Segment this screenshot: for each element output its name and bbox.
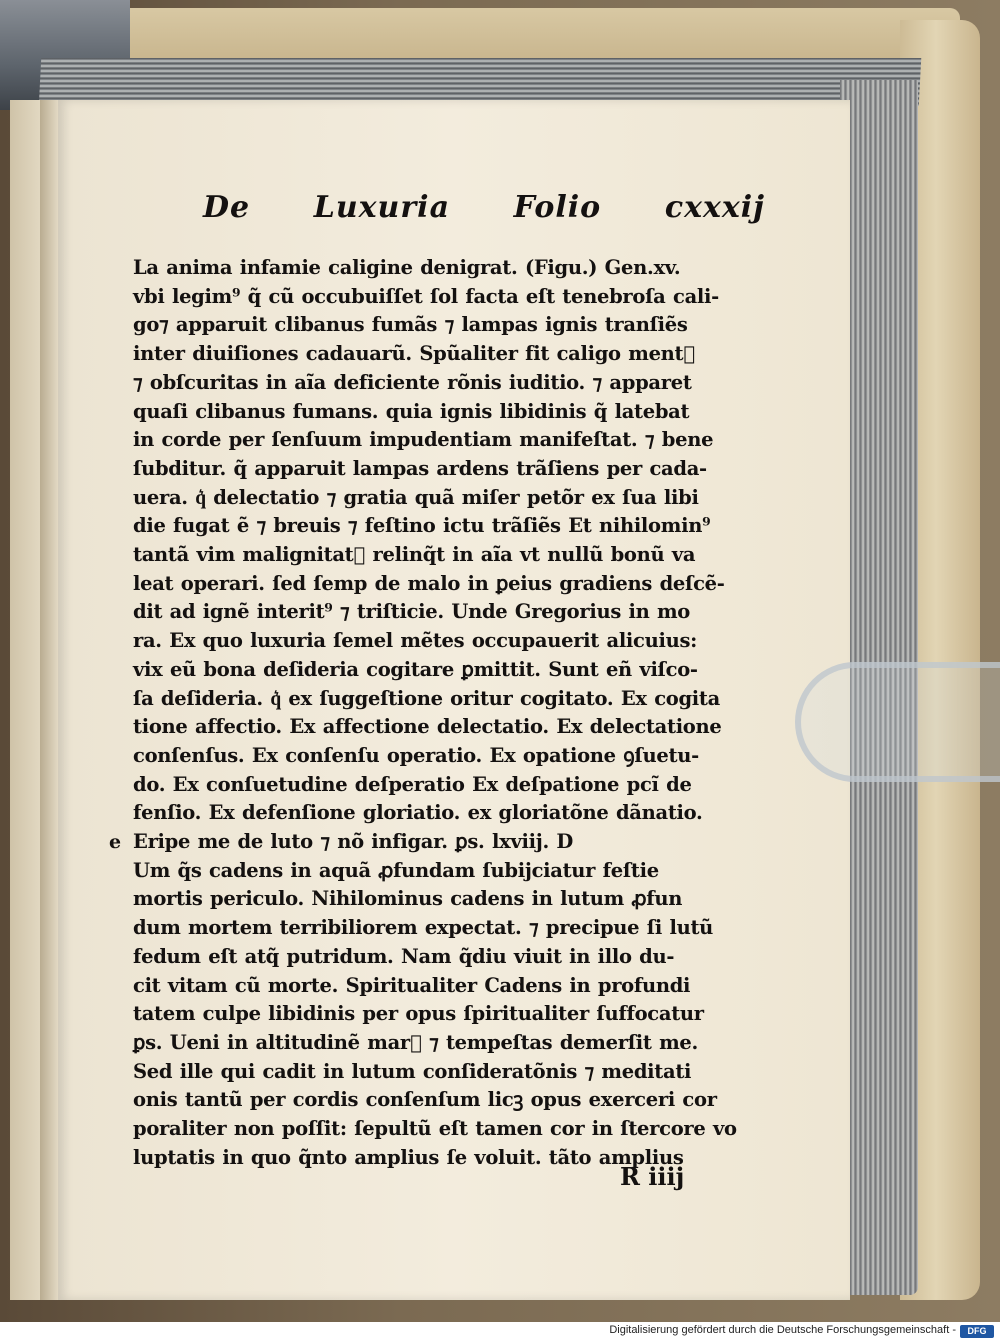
text-line: ra. Ex quo luxuria ſemel mẽtes occupauerit alicuius: [133, 629, 698, 653]
running-head [133, 190, 773, 254]
text-line-content: Eripe me de luto ⁊ nõ infigar. ꝑs. lxviij. D [133, 830, 574, 854]
text-line: tatem culpe libidinis per opus ſpiritualiter ſuffocatur [133, 1002, 704, 1026]
text-line: onis tantũ per cordis conſenſum licꝫ opus exerceri cor [133, 1088, 717, 1112]
text-line: in corde per ſenſuum impudentiam manifeſtat. ⁊ bene [133, 428, 714, 452]
text-line: cit vitam cũ morte. Spiritualiter Cadens in profundi [133, 973, 691, 997]
text-line: ⁊ obſcuritas in aĩa deficiente rõnis iuditio. ⁊ apparet [133, 370, 692, 394]
text-line: La anima infamie caligine denigrat. (Figu.) Gen.xv. [133, 256, 681, 279]
text-line: mortis periculo. Nihilominus cadens in lutum ꝓfun [133, 887, 683, 911]
text-line: Um q̃s cadens in aquã ꝓfundam ſubijciatur feſtie [133, 858, 659, 882]
text-line: poraliter non poſſit: ſepultũ eſt tamen cor in ſtercore vo [133, 1117, 737, 1141]
text-line: dum mortem terribiliorem expectat. ⁊ precipue ſi lutũ [133, 916, 714, 940]
text-line: vix eũ bona deſideria cogitare ꝑmittit. Sunt eñ viſco- [133, 657, 698, 681]
text-line: fenſio. Ex defenſione gloriatio. ex gloriatõne dãnatio. [133, 801, 703, 825]
text-line: go⁊ apparuit clibanus fumãs ⁊ lampas ignis tranſiẽs [133, 313, 688, 337]
body-text [109, 254, 773, 1173]
text-line: die fugat ẽ ⁊ breuis ⁊ feſtino ictu trãſiẽs Et nihilomin⁹ [133, 514, 711, 538]
text-line: fedum eſt atq̃ putridum. Nam q̃diu viuit in illo du- [133, 944, 675, 968]
text-line: vbi legim⁹ q̃ cũ occubuiſſet ſol facta eſt tenebroſa cali- [133, 284, 719, 308]
text-line: tione affectio. Ex affectione delectatio. Ex delectatione [133, 715, 722, 739]
text-line: tantã vim malignitat᷑ relinq̃t in aĩa vt nullũ bonũ va [133, 543, 696, 567]
text-line: quaſi clibanus fumans. quia ignis libidinis q̃ latebat [133, 399, 690, 423]
text-line: do. Ex conſuetudine deſperatio Ex deſpatione pcĩ de [133, 772, 692, 796]
margin-letter: e [109, 831, 121, 854]
text-line: ſa deſideria. q͛ ex ſuggeſtione oritur cogitato. Ex cogita [133, 686, 720, 710]
text-line [109, 828, 773, 857]
signature-mark: R iiij [620, 1162, 685, 1191]
text-line: uera. q͛ delectatio ⁊ gratia quã miſer petõr ex ſua libi [133, 485, 699, 509]
text-line: ſubditur. q̃ apparuit lampas ardens trãſiens per cada- [133, 456, 707, 480]
text-line: luptatis in quo q̃nto amplius ſe voluit. tãto amplius [133, 1145, 684, 1169]
text-line: Sed ille qui cadit in lutum conſideratõnis ⁊ meditati [133, 1059, 692, 1083]
page-edges-top [39, 58, 922, 106]
running-head-folio-label: Folio [513, 190, 602, 225]
funding-credit: Digitalisierung gefördert durch die Deutsche Forschungsgemeinschaft - [609, 1324, 956, 1336]
running-head-title: Luxuria [313, 190, 451, 225]
text-line: inter diuiſiones cadauarũ. Spũaliter fit caligo ment᷑ [133, 342, 695, 366]
dfg-logo-icon: DFG [960, 1325, 994, 1338]
folio-number: cxxxij [664, 190, 765, 225]
text-block [109, 190, 773, 1173]
text-line: dit ad ignẽ interit⁹ ⁊ triſticie. Unde Gregorius in mo [133, 600, 690, 624]
text-line: conſenſus. Ex conſenſu operatio. Ex opatione ꝯſuetu- [133, 743, 699, 767]
text-line: ꝑs. Ueni in altitudinẽ mar᷑ ⁊ tempeſtas demerſit me. [133, 1030, 699, 1054]
text-line: leat operari. ſed ſemp de malo in ꝑeius gradiens deſcẽ- [133, 571, 725, 595]
running-head-de: De [203, 190, 251, 225]
page-clip [795, 662, 1000, 782]
